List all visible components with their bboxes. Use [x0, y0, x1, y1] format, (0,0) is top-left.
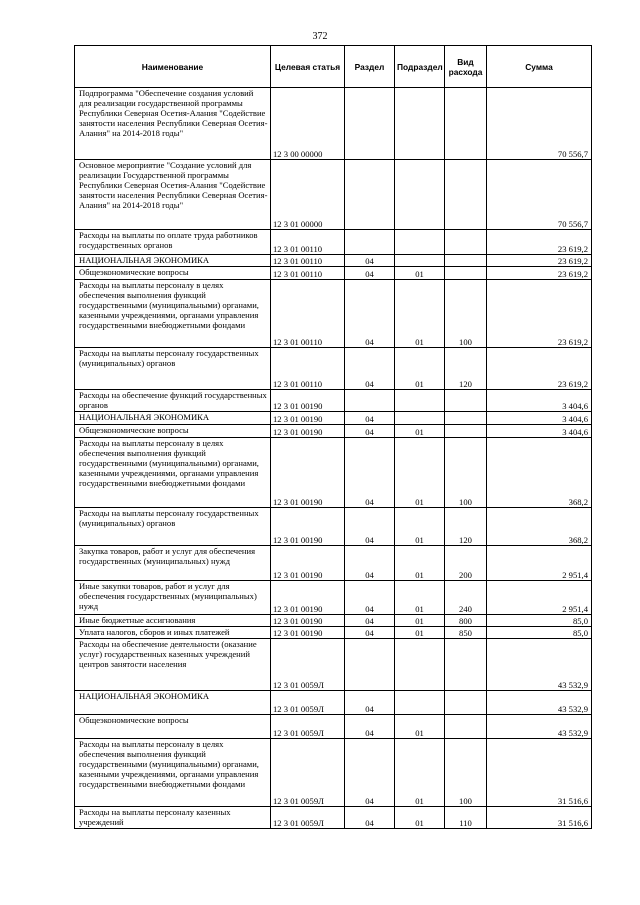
cell-section: 04 — [345, 267, 395, 280]
cell-type: 110 — [445, 807, 487, 829]
cell-subsection: 01 — [395, 715, 445, 739]
cell-code: 12 3 01 00190 — [271, 546, 345, 581]
cell-subsection: 01 — [395, 627, 445, 639]
table-row — [75, 639, 592, 691]
cell-section: 04 — [345, 508, 395, 546]
cell-code: 12 3 01 0059Л — [271, 639, 345, 691]
cell-sum: 70 556,7 — [487, 88, 592, 160]
cell-section: 04 — [345, 438, 395, 508]
cell-code: 12 3 01 00110 — [271, 267, 345, 280]
cell-section — [345, 160, 395, 230]
table-row — [75, 807, 592, 829]
cell-sum: 3 404,6 — [487, 390, 592, 412]
cell-type — [445, 160, 487, 230]
table-row — [75, 627, 592, 639]
cell-subsection — [395, 230, 445, 255]
cell-code: 12 3 01 00190 — [271, 425, 345, 438]
header-code: Целевая статья — [271, 46, 345, 88]
cell-sum: 368,2 — [487, 508, 592, 546]
cell-subsection: 01 — [395, 280, 445, 348]
cell-name: Расходы на выплаты персоналу в целях обеспечения выполнения функций государственными (муниципальными) органами, казенными учреждениями, органами управления государственными внебюджетными фондами — [75, 739, 271, 807]
table-row — [75, 546, 592, 581]
table-row — [75, 390, 592, 412]
cell-sum: 43 532,9 — [487, 715, 592, 739]
cell-name: Расходы на выплаты персоналу в целях обеспечения выполнения функций государственными (муниципальными) органами, казенными учреждениями, органами управления государственными внебюджетными фондами — [75, 280, 271, 348]
cell-subsection: 01 — [395, 438, 445, 508]
cell-section: 04 — [345, 280, 395, 348]
table-row — [75, 438, 592, 508]
cell-section — [345, 230, 395, 255]
header-type: Вид расхода — [445, 46, 487, 88]
cell-code: 12 3 01 00190 — [271, 390, 345, 412]
cell-subsection — [395, 412, 445, 425]
cell-type — [445, 425, 487, 438]
cell-type: 200 — [445, 546, 487, 581]
table-row — [75, 615, 592, 627]
cell-section: 04 — [345, 691, 395, 715]
cell-code: 12 3 01 00110 — [271, 230, 345, 255]
cell-name: Общеэкономические вопросы — [75, 425, 271, 438]
cell-type: 100 — [445, 438, 487, 508]
table-row — [75, 267, 592, 280]
cell-sum: 23 619,2 — [487, 348, 592, 390]
cell-name: Расходы на выплаты персоналу в целях обеспечения выполнения функций государственными (муниципальными) органами, казенными учреждениями, органами управления государственными внебюджетными фондами — [75, 438, 271, 508]
table-row — [75, 255, 592, 267]
table-row — [75, 581, 592, 615]
cell-subsection: 01 — [395, 807, 445, 829]
cell-type: 800 — [445, 615, 487, 627]
cell-code: 12 3 01 0059Л — [271, 739, 345, 807]
cell-name: Основное мероприятие "Создание условий для реализации Государственной программы Республики Северная Осетия-Алания "Содействие занятости населения Республики Северная Осетия-Алания" на 2014-2018 годы" — [75, 160, 271, 230]
cell-type — [445, 255, 487, 267]
cell-type — [445, 691, 487, 715]
cell-sum: 43 532,9 — [487, 639, 592, 691]
cell-section: 04 — [345, 807, 395, 829]
header-section: Раздел — [345, 46, 395, 88]
cell-name: Иные закупки товаров, работ и услуг для обеспечения государственных (муниципальных) нужд — [75, 581, 271, 615]
cell-code: 12 3 01 00190 — [271, 627, 345, 639]
cell-code: 12 3 01 00190 — [271, 412, 345, 425]
table-row — [75, 739, 592, 807]
cell-name: НАЦИОНАЛЬНАЯ ЭКОНОМИКА — [75, 255, 271, 267]
cell-sum: 23 619,2 — [487, 280, 592, 348]
cell-code: 12 3 00 00000 — [271, 88, 345, 160]
cell-name: Закупка товаров, работ и услуг для обеспечения государственных (муниципальных) нужд — [75, 546, 271, 581]
cell-sum: 85,0 — [487, 615, 592, 627]
cell-type — [445, 88, 487, 160]
cell-type: 850 — [445, 627, 487, 639]
cell-subsection — [395, 88, 445, 160]
cell-sum: 368,2 — [487, 438, 592, 508]
cell-code: 12 3 01 00190 — [271, 438, 345, 508]
cell-sum: 31 516,6 — [487, 807, 592, 829]
cell-subsection: 01 — [395, 581, 445, 615]
cell-name: Расходы на выплаты персоналу государственных (муниципальных) органов — [75, 508, 271, 546]
cell-name: Расходы на выплаты по оплате труда работников государственных органов — [75, 230, 271, 255]
cell-section: 04 — [345, 425, 395, 438]
cell-name: Расходы на обеспечение функций государственных органов — [75, 390, 271, 412]
cell-sum: 3 404,6 — [487, 412, 592, 425]
cell-type — [445, 412, 487, 425]
cell-subsection — [395, 639, 445, 691]
cell-sum: 23 619,2 — [487, 267, 592, 280]
cell-type — [445, 715, 487, 739]
cell-code: 12 3 01 00190 — [271, 508, 345, 546]
cell-sum: 2 951,4 — [487, 546, 592, 581]
cell-type: 120 — [445, 508, 487, 546]
cell-section — [345, 639, 395, 691]
page-number: 372 — [312, 31, 328, 42]
cell-code: 12 3 01 00110 — [271, 348, 345, 390]
budget-table — [74, 45, 592, 829]
cell-sum: 43 532,9 — [487, 691, 592, 715]
cell-type — [445, 390, 487, 412]
cell-section: 04 — [345, 615, 395, 627]
table-row — [75, 230, 592, 255]
cell-subsection — [395, 390, 445, 412]
cell-subsection: 01 — [395, 508, 445, 546]
table-row — [75, 160, 592, 230]
cell-name: Уплата налогов, сборов и иных платежей — [75, 627, 271, 639]
cell-subsection: 01 — [395, 546, 445, 581]
cell-section: 04 — [345, 627, 395, 639]
cell-name: Общеэкономические вопросы — [75, 715, 271, 739]
table-row — [75, 508, 592, 546]
table-header-row — [75, 46, 592, 88]
cell-name: Подпрограмма "Обеспечение создания условий для реализации государственной программы Республики Северная Осетия-Алания "Содействие занятости населения Республики Северная Осетия-Алания" на 2014-2018 годы" — [75, 88, 271, 160]
cell-section: 04 — [345, 715, 395, 739]
cell-name: Расходы на выплаты персоналу государственных (муниципальных) органов — [75, 348, 271, 390]
cell-type: 240 — [445, 581, 487, 615]
table-row — [75, 88, 592, 160]
table-row — [75, 348, 592, 390]
cell-type: 100 — [445, 280, 487, 348]
cell-section — [345, 390, 395, 412]
table-row — [75, 280, 592, 348]
cell-subsection: 01 — [395, 348, 445, 390]
cell-code: 12 3 01 0059Л — [271, 807, 345, 829]
cell-subsection: 01 — [395, 267, 445, 280]
header-name: Наименование — [75, 46, 271, 88]
table-row — [75, 412, 592, 425]
cell-type: 120 — [445, 348, 487, 390]
cell-name: Расходы на выплаты персоналу казенных учреждений — [75, 807, 271, 829]
cell-subsection — [395, 691, 445, 715]
cell-sum: 31 516,6 — [487, 739, 592, 807]
cell-sum: 85,0 — [487, 627, 592, 639]
cell-name: НАЦИОНАЛЬНАЯ ЭКОНОМИКА — [75, 691, 271, 715]
cell-sum: 70 556,7 — [487, 160, 592, 230]
cell-name: Общеэкономические вопросы — [75, 267, 271, 280]
cell-section: 04 — [345, 546, 395, 581]
cell-code: 12 3 01 0059Л — [271, 691, 345, 715]
cell-name: Расходы на обеспечение деятельности (оказание услуг) государственных казенных учреждений центров занятости населения — [75, 639, 271, 691]
cell-code: 12 3 01 00000 — [271, 160, 345, 230]
cell-subsection: 01 — [395, 615, 445, 627]
cell-subsection: 01 — [395, 425, 445, 438]
cell-subsection: 01 — [395, 739, 445, 807]
cell-section — [345, 88, 395, 160]
cell-sum: 23 619,2 — [487, 230, 592, 255]
cell-code: 12 3 01 00110 — [271, 280, 345, 348]
table-row — [75, 715, 592, 739]
header-sum: Сумма — [487, 46, 592, 88]
cell-type — [445, 639, 487, 691]
cell-section: 04 — [345, 255, 395, 267]
cell-section: 04 — [345, 739, 395, 807]
cell-code: 12 3 01 00190 — [271, 581, 345, 615]
cell-code: 12 3 01 00190 — [271, 615, 345, 627]
cell-subsection — [395, 160, 445, 230]
cell-type — [445, 230, 487, 255]
cell-code: 12 3 01 00110 — [271, 255, 345, 267]
cell-section: 04 — [345, 581, 395, 615]
header-subsection: Подраздел — [395, 46, 445, 88]
cell-sum: 3 404,6 — [487, 425, 592, 438]
cell-section: 04 — [345, 412, 395, 425]
cell-name: НАЦИОНАЛЬНАЯ ЭКОНОМИКА — [75, 412, 271, 425]
cell-section: 04 — [345, 348, 395, 390]
cell-code: 12 3 01 0059Л — [271, 715, 345, 739]
table-row — [75, 425, 592, 438]
table-row — [75, 691, 592, 715]
cell-type — [445, 267, 487, 280]
cell-sum: 23 619,2 — [487, 255, 592, 267]
cell-sum: 2 951,4 — [487, 581, 592, 615]
cell-subsection — [395, 255, 445, 267]
cell-name: Иные бюджетные ассигнования — [75, 615, 271, 627]
cell-type: 100 — [445, 739, 487, 807]
